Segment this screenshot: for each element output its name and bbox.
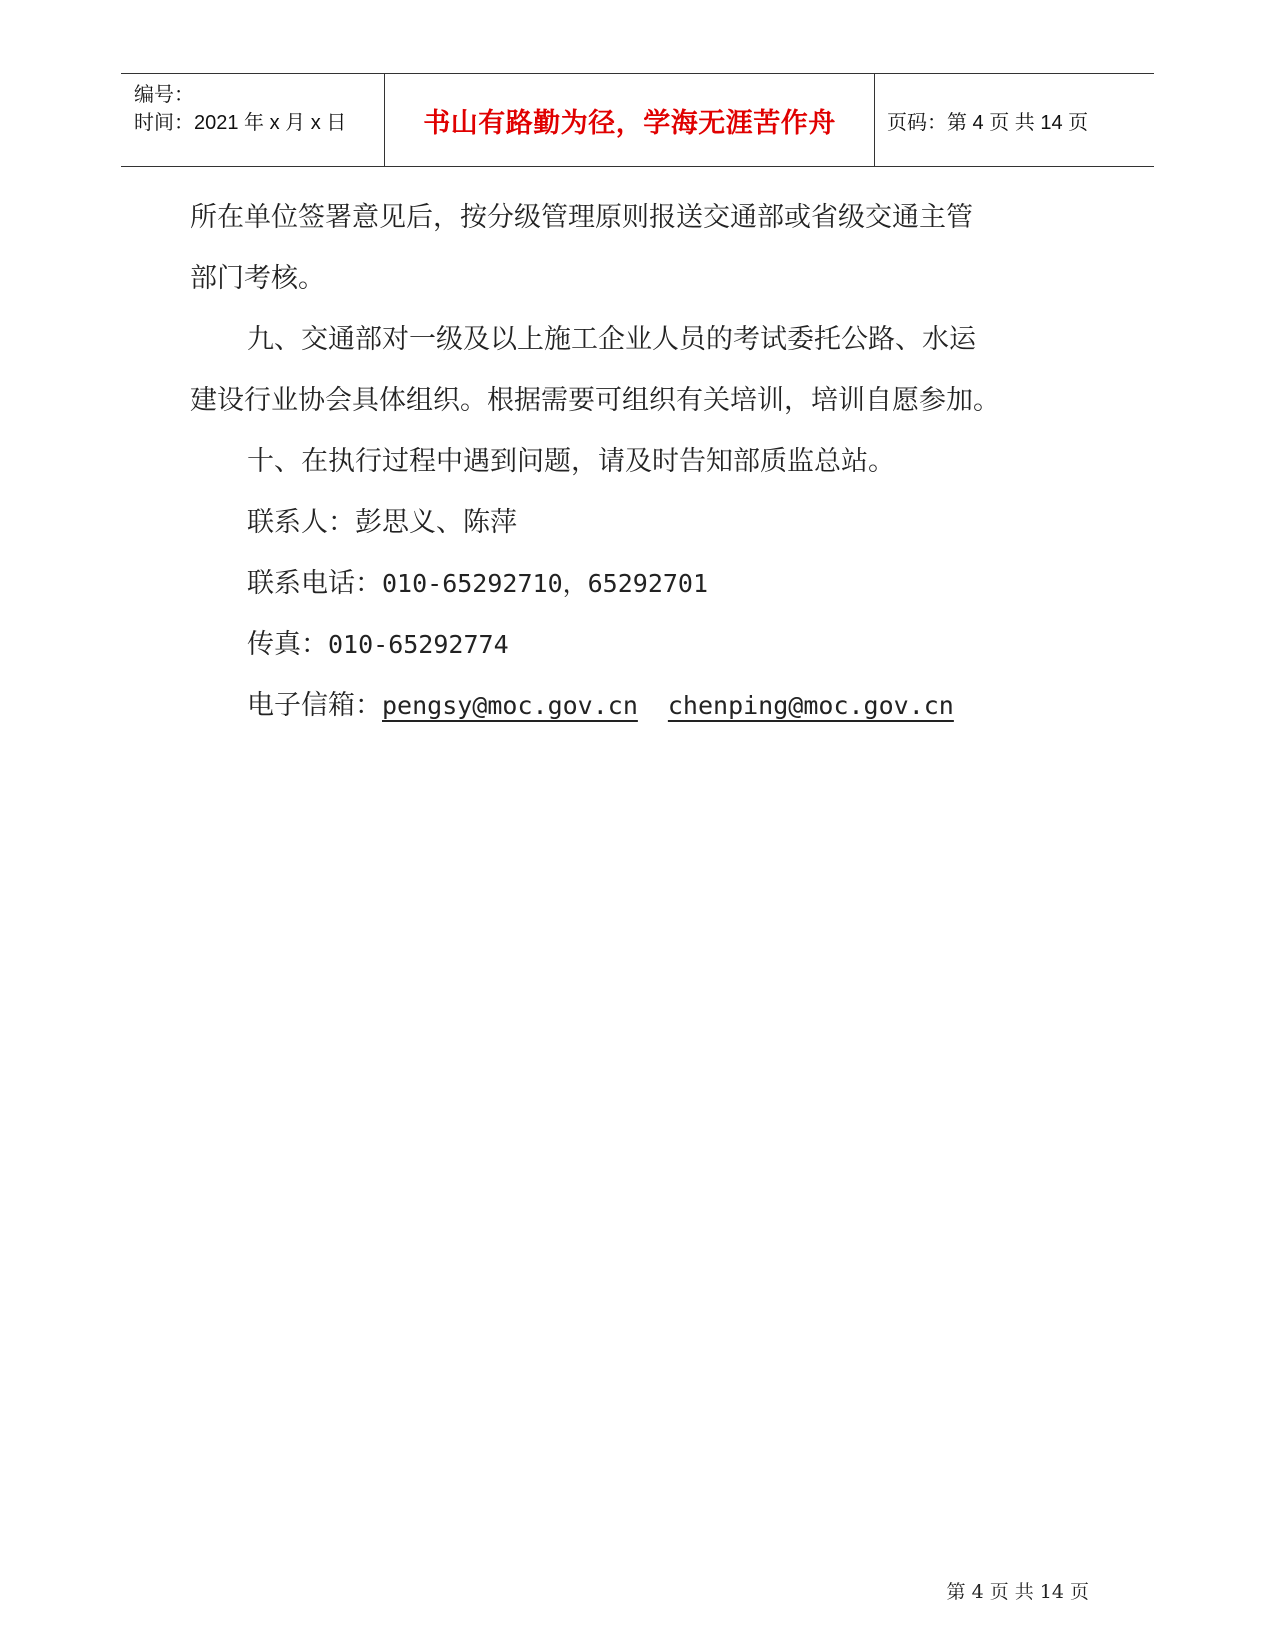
contact-value: 彭思义、陈萍 xyxy=(355,507,517,538)
header-middle-cell xyxy=(385,74,875,166)
email-label: 电子信箱： xyxy=(247,690,382,721)
fax-line xyxy=(190,614,1090,675)
paragraph-line: 十、在执行过程中遇到问题，请及时告知部质监总站。 xyxy=(247,446,895,477)
contact-person-line xyxy=(190,492,1090,553)
header-page-info: 页码：第 4 页 共 14 页 xyxy=(887,111,1089,134)
page-header xyxy=(121,73,1154,167)
paragraph-line: 部门考核。 xyxy=(190,263,325,294)
email-line xyxy=(190,675,1090,736)
page-footer: 第 4 页 共 14 页 xyxy=(946,1581,1089,1603)
header-right-cell xyxy=(875,74,1154,166)
phone-label: 联系电话： xyxy=(247,568,382,599)
phone-line xyxy=(190,553,1090,614)
fax-label: 传真： xyxy=(247,629,328,660)
phone-value: 010-65292710，65292701 xyxy=(382,569,709,598)
fax-value: 010-65292774 xyxy=(328,630,509,659)
paragraph-line: 建设行业协会具体组织。根据需要可组织有关培训，培训自愿参加。 xyxy=(190,385,1000,416)
paragraph-line: 所在单位签署意见后，按分级管理原则报送交通部或省级交通主管 xyxy=(190,202,973,233)
header-left-cell xyxy=(121,74,385,166)
date-text: 时间：2021 年 x 月 x 日 xyxy=(134,112,347,134)
email-link-chenping[interactable]: chenping@moc.gov.cn xyxy=(667,691,954,720)
document-body xyxy=(190,187,1090,736)
contact-label: 联系人： xyxy=(247,507,355,538)
paragraph-line: 九、交通部对一级及以上施工企业人员的考试委托公路、水运 xyxy=(247,324,976,355)
header-motto: 书山有路勤为径，学海无涯苦作舟 xyxy=(423,107,836,139)
email-link-pengsy[interactable]: pengsy@moc.gov.cn xyxy=(382,691,638,720)
serial-number-label: 编号： xyxy=(134,84,194,106)
